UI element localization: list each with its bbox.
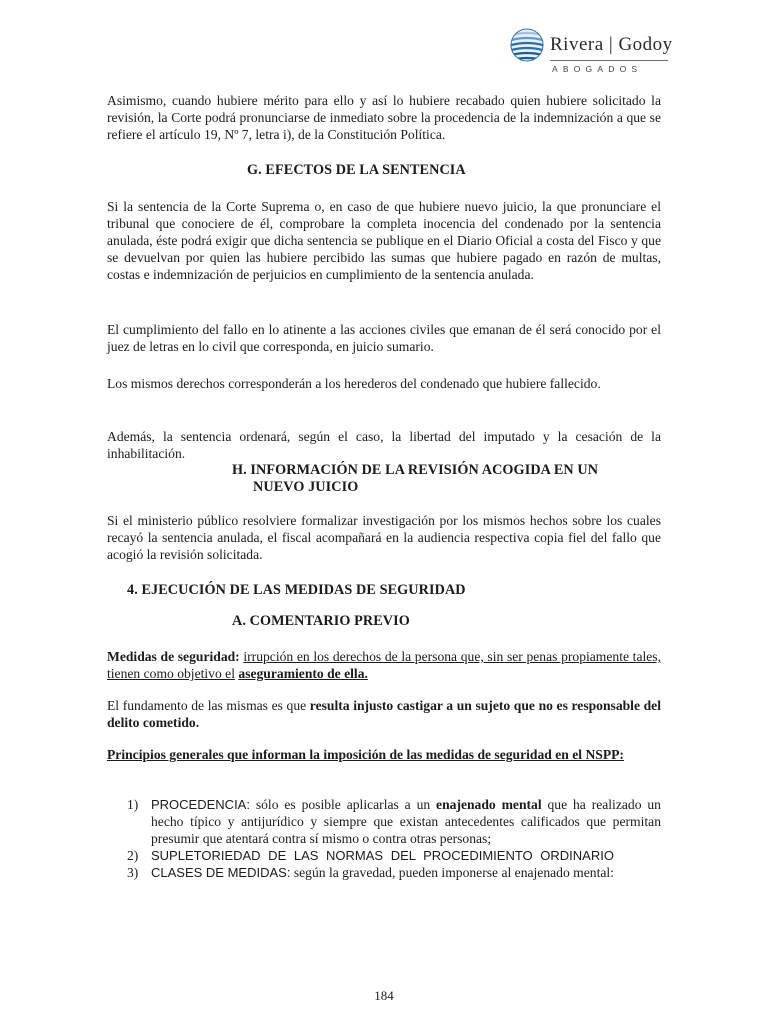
- logo-subtitle: ABOGADOS: [552, 64, 643, 74]
- paragraph-ministerio-publico: Si el ministerio público resolviere formalizar investigación por los mismos hechos sobre los cuales recayó la sentencia anulada, el fiscal acompañará en la audiencia respectiva copia fiel del fallo que acogió la revisión solicitada.: [107, 513, 661, 562]
- logo-name: Rivera | Godoy: [550, 34, 673, 55]
- page-number: 184: [374, 988, 394, 1003]
- term-medidas-seguridad: Medidas de seguridad:: [107, 649, 240, 664]
- logo-divider: [550, 60, 668, 61]
- globe-logo-icon: [510, 28, 544, 62]
- heading-comentario-previo: A. COMENTARIO PREVIO: [232, 613, 410, 629]
- firm-logo: [510, 24, 673, 74]
- paragraph-inocencia: Si la sentencia de la Corte Suprema o, en caso de que hubiere nuevo juicio, la que pronunciare el tribunal que conociere de él, comprobare la completa inocencia del condenado por la sentencia anulada, éste podrá exigir que dicha sentencia se publique en el Diario Oficial a costa del Fisco y que se devuelvan por quien las hubiere percibido las sumas que hubiere pagado en razón de multas, costas e indemnización de perjuicios en cumplimiento de la sentencia anulada.: [107, 199, 661, 282]
- paragraph-libertad: Además, la sentencia ordenará, según el caso, la libertad del imputado y la cesación de la inhabilitación.: [107, 429, 661, 461]
- paragraph-acciones-civiles: El cumplimiento del fallo en lo atinente a las acciones civiles que emanan de él será conocido por el juez de letras en lo civil que corresponda, en juicio sumario.: [107, 322, 661, 354]
- principles-list: [127, 796, 661, 881]
- list-item: 2) SUPLETORIEDAD DE LAS NORMAS DEL PROCEDIMIENTO ORDINARIO: [127, 848, 614, 863]
- heading-efectos-sentencia: G. EFECTOS DE LA SENTENCIA: [247, 162, 466, 178]
- definition-bold: aseguramiento de ella.: [238, 666, 368, 681]
- paragraph-herederos: Los mismos derechos corresponderán a los herederos del condenado que hubiere fallecido.: [107, 376, 601, 391]
- paragraph-fundamento: El fundamento de las mismas es que resulta injusto castigar a un sujeto que no es responsable del delito cometido.: [107, 698, 661, 730]
- paragraph-indemnizacion: Asimismo, cuando hubiere mérito para ello y así lo hubiere recabado quien hubiere solicitado la revisión, la Corte podrá pronunciarse de inmediato sobre la procedencia de la indemnización a que se refiere el artículo 19, Nº 7, letra i), de la Constitución Política.: [107, 93, 661, 142]
- list-item: 1) PROCEDENCIA: sólo es posible aplicarlas a un enajenado mental que ha realizado un hecho típico y antijurídico y siempre que existan antecedentes calificados que permitan presumir que atentará contra sí mismo o contra otras personas;: [127, 797, 661, 846]
- paragraph-principios: Principios generales que informan la imposición de las medidas de seguridad en el NSPP:: [107, 747, 624, 762]
- fundamento-bold: resulta injusto castigar a un sujeto que no es responsable del delito cometido.: [107, 698, 661, 730]
- definition-text: irrupción en los derechos de la persona que, sin ser penas propiamente tales, tienen como objetivo el: [107, 649, 661, 681]
- paragraph-medidas-definicion: [107, 648, 661, 682]
- list-item: 3) CLASES DE MEDIDAS: según la gravedad, pueden imponerse al enajenado mental:: [127, 865, 614, 880]
- heading-ejecucion-medidas: 4. EJECUCIÓN DE LAS MEDIDAS DE SEGURIDAD: [127, 582, 466, 598]
- heading-informacion-revision: H. INFORMACIÓN DE LA REVISIÓN ACOGIDA EN UN NUEVO JUICIO: [232, 462, 599, 495]
